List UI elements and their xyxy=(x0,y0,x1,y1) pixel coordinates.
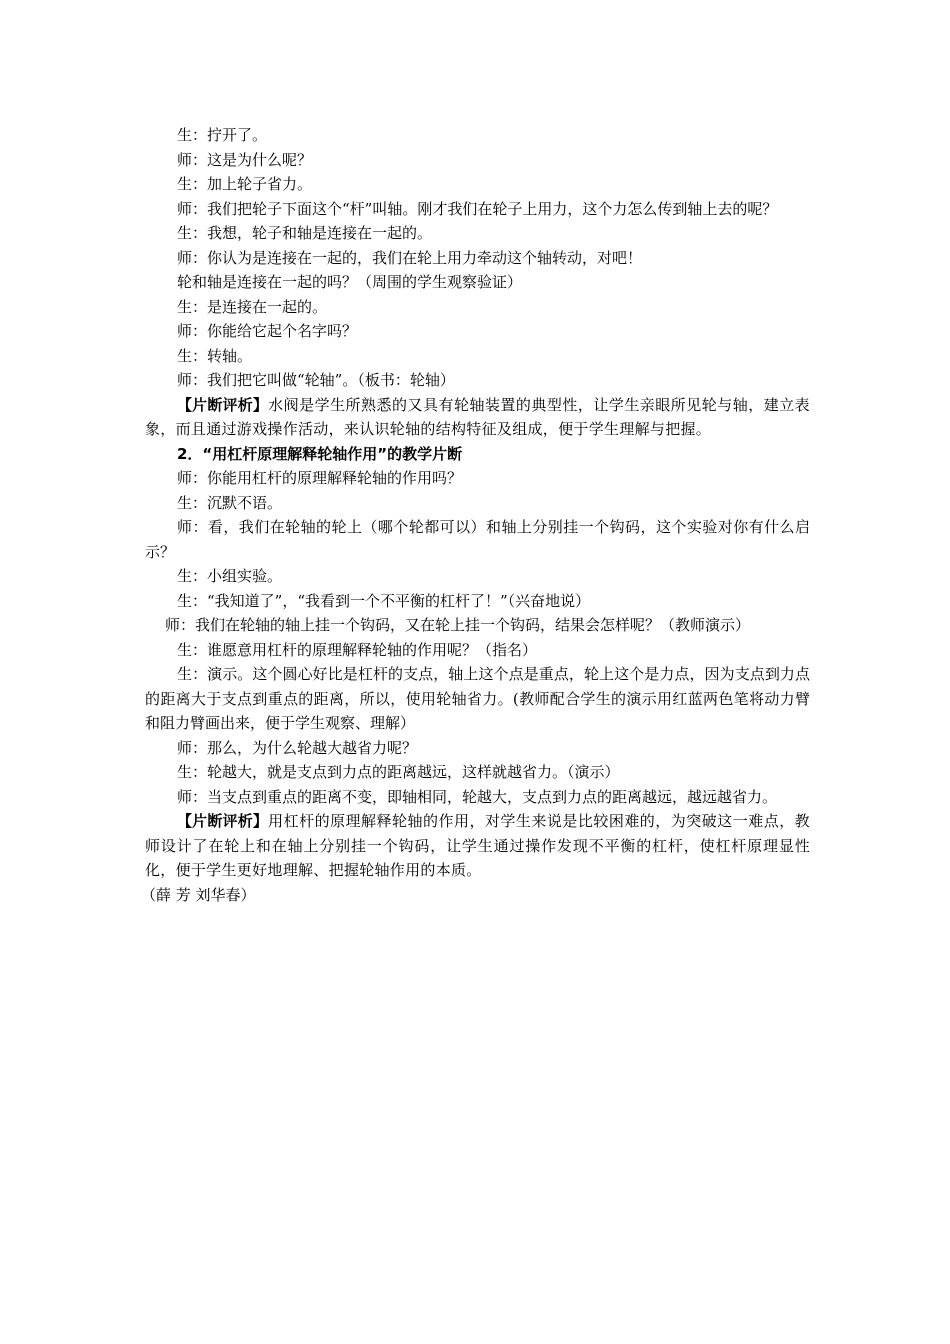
dialogue-line: 生：小组实验。 xyxy=(177,567,283,585)
dialogue-line: 生：转轴。 xyxy=(177,346,253,365)
dialogue-line: 师：我们把它叫做“轮轴”。（板书：轮轴） xyxy=(177,371,455,389)
comment-body: 用杠杆的原理解释轮轴的作用，对学生来说是比较困难的，为突破这一难点，教师设计了在轮上和在轴上分别挂一个钩码，让学生通过操作发现不平衡的杠杆，使杠杆原理显性化，便于学生更好地理解、把握轮轴作用的本质。 xyxy=(145,812,810,879)
dialogue-line: 轮和轴是连接在一起的吗？（周围的学生观察验证） xyxy=(177,273,523,291)
dialogue-line: 生：沉默不语。 xyxy=(177,493,283,512)
dialogue-line: 生：是连接在一起的。 xyxy=(177,297,328,316)
dialogue-line: 师：你认为是连接在一起的，我们在轮上用力牵动这个轴转动，对吧！ xyxy=(177,248,643,267)
dialogue-line: 生：加上轮子省力。 xyxy=(177,175,313,193)
segment-comment xyxy=(145,809,810,883)
dialogue-line: 师：我们在轮轴的轴上挂一个钩码，又在轮上挂一个钩码，结果会怎样呢？（教师演示） xyxy=(165,616,751,634)
dialogue-line: 师：这是为什么呢？ xyxy=(177,150,313,169)
dialogue-line: 生：“我知道了”，“我看到一个不平衡的杠杆了！”（兴奋地说） xyxy=(177,591,591,610)
dialogue-line: 师：那么，为什么轮越大越省力呢？ xyxy=(177,738,418,757)
dialogue-line: 生：拧开了。 xyxy=(177,126,268,144)
dialogue-line: 师：我们把轮子下面这个“杆”叫轴。刚才我们在轮子上用力，这个力怎么传到轴上去的呢？ xyxy=(177,199,778,218)
dialogue-line: 师：看，我们在轮轴的轮上（哪个轮都可以）和轴上分别挂一个钩码，这个实验对你有什么启示？ xyxy=(145,518,810,561)
segment-comment xyxy=(145,393,810,442)
dialogue-line: 生：演示。这个圆心好比是杠杆的支点，轴上这个点是重点，轮上这个是力点，因为支点到力点的距离大于支点到重点的距离，所以，使用轮轴省力。(教师配合学生的演示用红蓝两色笔将动力臂和阻力臂画出来，便于学生观察、理解） xyxy=(145,665,810,732)
dialogue-line: 生：谁愿意用杠杆的原理解释轮轴的作用呢？（指名） xyxy=(177,640,538,659)
dialogue-line: 生：轮越大，就是支点到力点的距离越远，这样就越省力。（演示） xyxy=(177,763,620,781)
author-credit: （薛 芳 刘华春） xyxy=(141,885,256,904)
dialogue-line: 师：当支点到重点的距离不变，即轴相同，轮越大，支点到力点的距离越远，越远越省力。 xyxy=(177,787,778,806)
dialogue-line: 生：我想，轮子和轴是连接在一起的。 xyxy=(177,224,433,242)
comment-body: 水阀是学生所熟悉的又具有轮轴装置的典型性，让学生亲眼所见轮与轴，建立表象，而且通过游戏操作活动，来认识轮轴的结构特征及组成，便于学生理解与把握。 xyxy=(145,395,810,438)
comment-tag: 【片断评析】 xyxy=(177,812,269,830)
comment-tag: 【片断评析】 xyxy=(177,395,269,414)
section-heading: 2．“用杠杆原理解释轮轴作用”的教学片断 xyxy=(177,444,463,463)
dialogue-line: 师：你能给它起个名字吗？ xyxy=(177,322,358,340)
dialogue-line: 师：你能用杠杆的原理解释轮轴的作用吗？ xyxy=(177,469,463,487)
document-body xyxy=(141,123,810,907)
